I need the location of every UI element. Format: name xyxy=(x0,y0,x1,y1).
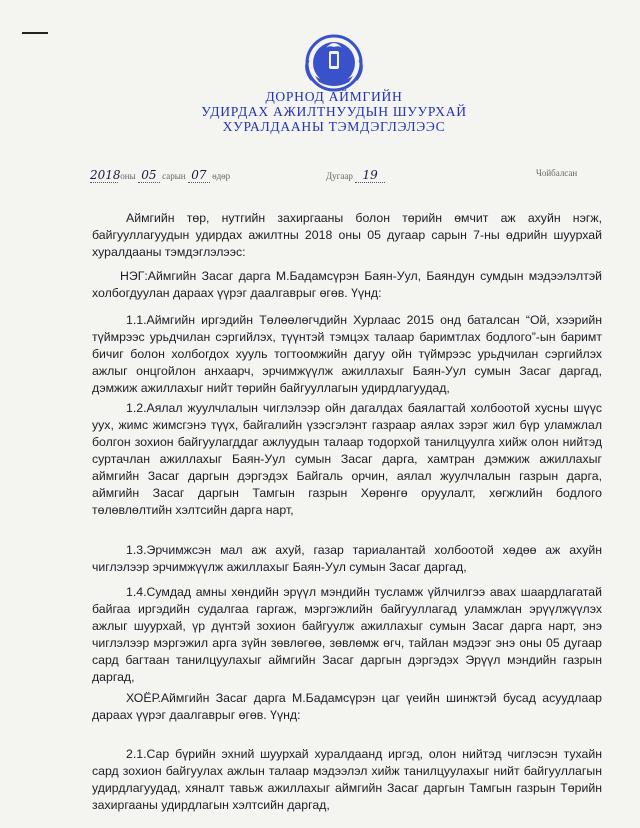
item-1-4 xyxy=(92,584,602,686)
date-year: 2018 xyxy=(90,168,121,182)
paragraph-text: 2.1.Сар бүрийн эхний шуурхай хуралдаанд иргэд, олон нийтэд чиглэсэн тухайн сард зохион байгуулах ажлын талаар мэдээлэл хийж танилцуулахыг нийт байгууллагын удирдлагуудад, хяналт тавьж ажиллахыг аймгийн Засаг даргын Тамгын газрын Төрийн захиргааны удирдлагын хэлтсийн даргад, xyxy=(92,747,602,812)
corner-pen-mark xyxy=(22,32,48,34)
date-year-suffix: оны xyxy=(120,171,136,181)
paragraph-text: НЭГ:Аймгийн Засаг дарга М.Бадамсүрэн Баян-Уул, Баяндун сумдын мэдээлэлтэй холбогдуулан дараах үүрэг даалгаврыг өгөв. Үүнд: xyxy=(92,269,602,300)
state-emblem-icon xyxy=(296,30,372,94)
item-1-2 xyxy=(92,400,602,519)
date-month: 05 xyxy=(138,168,160,183)
item-2-1 xyxy=(92,746,602,814)
paragraph-text: 1.1.Аймгийн иргэдийн Төлөөлөгчдийн Хурлаас 2015 онд баталсан “Ой, хээрийн түймрээс урьдчилан сэргийлэх, түүнтэй тэмцэх талаар баримтлах бодлого”-ын баримт бичиг болон холбогдох хууль тогтоомжийн дагуу ойн түймрээс урьдчилан сэргийлэх ажлыг онцгойлон анхаарч, эрчимжүүлж ажиллахыг Баян-Уул сумын Засаг даргад, дэмжиж ажиллахыг нийт төрийн байгууллагын удирдлагуудад, xyxy=(92,313,602,395)
document-number xyxy=(326,168,385,183)
paragraph-text: 1.2.Аялал жуулчлалын чиглэлээр ойн дагалдах баялагтай холбоотой хусны шүүс уух, жимс жимсгэнэ түүх, байгалийн үзэсгэлэнт газраар аялах зэрэг жил бүр уламжлал болгон зохион байгуулагддаг ажлуудын талаар тодорхой танилцуулга хийж олон нийтэд суртачлан ажиллахыг Баян-Уул сумын Засаг дарга, хамтран дэмжиж ажиллахыг аймгийн Засаг даргын дэргэдэх Байгаль орчин, аялал жуулчлалын газрын дарга, аймгийн Засаг даргын Тамгын газрын Хөрөнгө оруулалт, хөгжлийн бодлого төлөвлөлтийн хэлтсийн дарга нарт, xyxy=(92,401,602,517)
intro-paragraph xyxy=(92,210,602,261)
date-day: 07 xyxy=(188,168,210,183)
paragraph-text: ХОЁР.Аймгийн Засаг дарга М.Бадамсүрэн цаг үеийн шинжтэй бусад асуудлаар дараах үүрэг даалгаврыг өгөв. Үүнд: xyxy=(92,691,602,722)
date-day-suffix: өдөр xyxy=(212,171,231,181)
document-number-value: 19 xyxy=(355,168,385,183)
date-line xyxy=(90,168,230,183)
date-month-suffix: сарын xyxy=(162,171,186,181)
document-header xyxy=(160,89,508,134)
header-line-2: УДИРДАХ АЖИЛТНУУДЫН ШУУРХАЙ xyxy=(201,104,467,119)
section-one-heading xyxy=(92,268,602,302)
paragraph-text: Аймгийн төр, нутгийн захиргааны болон төрийн өмчит аж ахуйн нэгж, байгууллагуудын удирдах ажилтны 2018 оны 05 дугаар сарын 7-ны өдрийн шуурхай хуралдааны тэмдэглэлээс: xyxy=(92,211,602,259)
header-line-1: ДОРНОД АЙМГИЙН xyxy=(265,89,403,104)
item-1-3 xyxy=(92,542,602,576)
document-number-label: Дугаар xyxy=(326,171,353,181)
item-1-1 xyxy=(92,312,602,397)
paragraph-text: 1.3.Эрчимжсэн мал аж ахуй, газар тариалантай холбоотой хөдөө аж ахуйн чиглэлээр эрчимжүүлж ажиллахыг Баян-Уул сумын Засаг даргад, xyxy=(92,543,602,574)
document-city: Чойбалсан xyxy=(536,168,578,178)
header-line-3: ХУРАЛДААНЫ ТЭМДЭГЛЭЛЭЭС xyxy=(222,119,446,134)
section-two-heading xyxy=(92,690,602,724)
paragraph-text: 1.4.Сумдад амны хөндийн эрүүл мэндийн тусламж үйлчилгээ авах шаардлагатай байгаа иргэдийн судалгаа гаргаж, мэргэжлийн байгууллагад уламжлан эрүүлжүүлэх ажлыг шуурхай, үр дүнтэй зохион байгуулж ажиллахыг сумын Засаг дарга нарт, энэ чиглэлээр мэргэжил арга зүйн зөвлөгөө, зөвлөмж өгч, тайлан мэдээг энэ оны 05 дугаар сард багтаан танилцуулахыг аймгийн Засаг даргын дэргэдэх Эрүүл мэндийн газрын даргад, xyxy=(92,585,602,684)
